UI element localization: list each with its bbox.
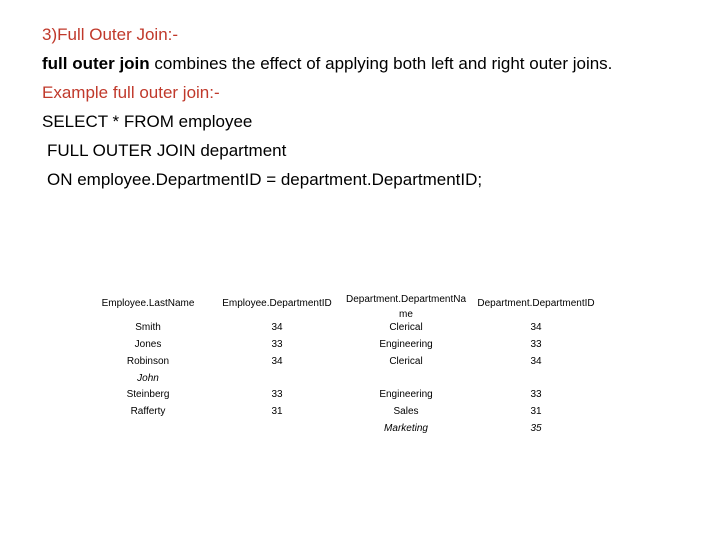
cell-dept-name: Clerical [389, 322, 423, 333]
sql-line-2: FULL OUTER JOIN department [47, 141, 287, 160]
cell-dept-id: 34 [530, 322, 542, 333]
cell-emp-dept-id: 33 [271, 339, 283, 350]
cell-dept-id: 34 [530, 356, 542, 367]
cell-dept-name: Clerical [389, 356, 423, 367]
sql-line-3: ON employee.DepartmentID = department.DepartmentID; [47, 170, 483, 189]
cell-emp-dept-id: 33 [271, 389, 283, 400]
header-department-departmentid: Department.DepartmentID [477, 298, 595, 309]
example-label: Example full outer join:- [42, 83, 220, 102]
cell-dept-id: 33 [530, 389, 542, 400]
definition-text: combines the effect of applying both left and right outer joins. [149, 54, 613, 73]
cell-dept-id: 33 [530, 339, 542, 350]
cell-emp-dept-id: 31 [271, 406, 283, 417]
header-employee-departmentid: Employee.DepartmentID [222, 298, 332, 309]
cell-emp-dept-id: 34 [271, 322, 283, 333]
cell-dept-id: 35 [530, 423, 542, 434]
cell-lastname: Robinson [126, 356, 170, 367]
cell-lastname: Rafferty [130, 406, 166, 417]
cell-dept-name: Engineering [379, 339, 433, 350]
header-department-departmentname: Department.DepartmentName [345, 294, 467, 320]
cell-dept-name: Engineering [379, 389, 433, 400]
cell-lastname: Smith [135, 322, 161, 333]
cell-lastname: Jones [134, 339, 162, 350]
slide-heading: 3)Full Outer Join:- [42, 25, 179, 44]
cell-dept-name: Marketing [384, 423, 428, 434]
sql-line-1: SELECT * FROM employee [42, 112, 253, 131]
header-employee-lastname: Employee.LastName [101, 298, 195, 309]
cell-emp-dept-id: 34 [271, 356, 283, 367]
cell-dept-name: Sales [393, 406, 419, 417]
cell-dept-id: 31 [530, 406, 542, 417]
definition-term: full outer join [42, 54, 150, 73]
cell-lastname: John [137, 373, 159, 384]
cell-lastname: Steinberg [126, 389, 170, 400]
